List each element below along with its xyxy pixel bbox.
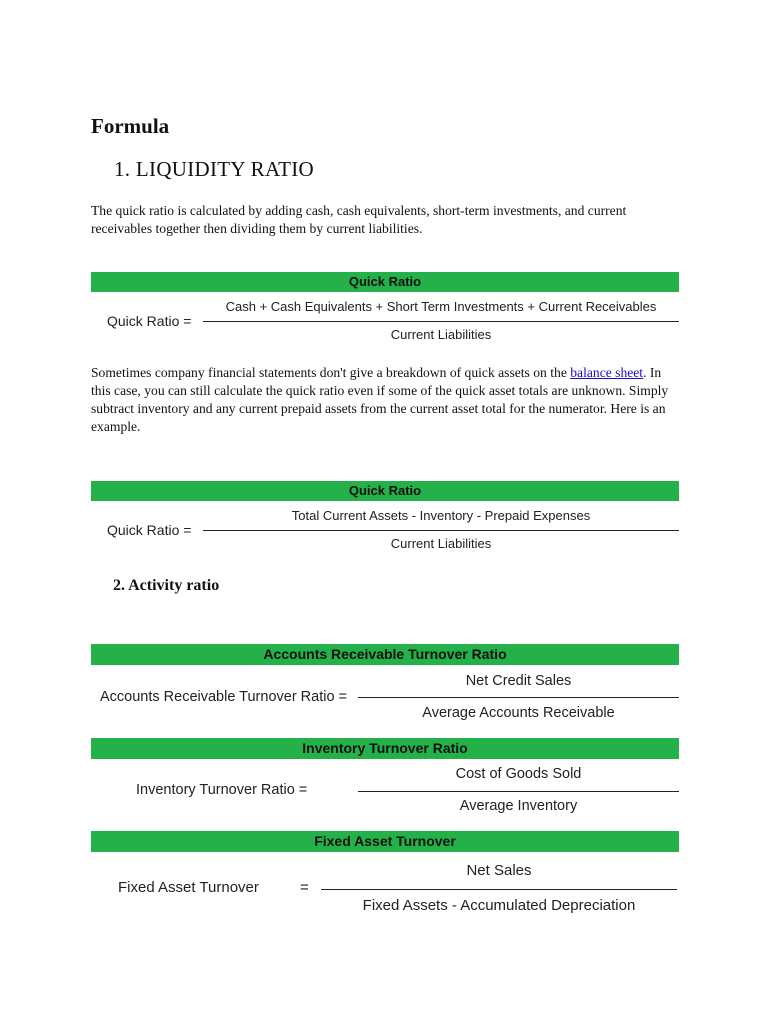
quick-ratio-alt-denominator: Current Liabilities bbox=[390, 536, 492, 551]
quick-ratio-denominator: Current Liabilities bbox=[390, 327, 492, 342]
ar-turnover-denominator: Average Accounts Receivable bbox=[422, 705, 615, 721]
quick-ratio-alt-numerator: Total Current Assets - Inventory - Prepaid Expenses bbox=[291, 508, 591, 523]
fraction-line bbox=[321, 889, 677, 890]
fixed-asset-turnover-numerator: Net Sales bbox=[466, 862, 532, 879]
balance-sheet-link[interactable]: balance sheet bbox=[570, 365, 644, 380]
ar-turnover-label: Accounts Receivable Turnover Ratio = bbox=[100, 689, 348, 705]
ar-turnover-header-bar: Accounts Receivable Turnover Ratio bbox=[91, 644, 679, 665]
fraction-line bbox=[358, 791, 679, 792]
para-text-after-link: . In this case, you can still calculate the quick ratio even if some of the quick asset totals are unknown. Simply subtract inventory and any current prepaid assets from the current asset total for the numerator. Here is an example. bbox=[91, 365, 669, 434]
fixed-asset-turnover-header-bar: Fixed Asset Turnover bbox=[91, 831, 679, 852]
quick-ratio-numerator: Cash + Cash Equivalents + Short Term Investments + Current Receivables bbox=[225, 299, 657, 314]
inventory-turnover-denominator: Average Inventory bbox=[459, 798, 578, 814]
quick-ratio-description: The quick ratio is calculated by adding cash, cash equivalents, short-term investments, and current receivables together then dividing them by current liabilities. bbox=[91, 203, 627, 236]
quick-ratio-alt-label: Quick Ratio = bbox=[107, 522, 192, 538]
inventory-turnover-numerator: Cost of Goods Sold bbox=[455, 766, 582, 782]
inventory-turnover-header-bar: Inventory Turnover Ratio bbox=[91, 738, 679, 759]
fixed-asset-turnover-denominator: Fixed Assets - Accumulated Depreciation bbox=[362, 897, 636, 914]
quick-ratio-header-bar: Quick Ratio bbox=[91, 272, 679, 292]
quick-ratio-alternative-description bbox=[91, 364, 681, 436]
heading-activity-ratio: 2. Activity ratio bbox=[113, 577, 220, 594]
heading-liquidity-ratio: 1. LIQUIDITY RATIO bbox=[114, 157, 314, 181]
quick-ratio-label: Quick Ratio = bbox=[107, 313, 192, 329]
para-text-before-link: Sometimes company financial statements don't give a breakdown of quick assets on the bbox=[91, 365, 571, 380]
quick-ratio-alt-header-bar: Quick Ratio bbox=[91, 481, 679, 501]
ar-turnover-numerator: Net Credit Sales bbox=[465, 673, 572, 689]
fraction-line bbox=[203, 530, 679, 531]
fraction-line bbox=[358, 697, 679, 698]
equals-sign: = bbox=[300, 879, 309, 896]
fraction-line bbox=[203, 321, 679, 322]
inventory-turnover-label: Inventory Turnover Ratio = bbox=[136, 782, 308, 798]
fixed-asset-turnover-label: Fixed Asset Turnover bbox=[118, 879, 259, 896]
heading-formula: Formula bbox=[91, 114, 170, 138]
